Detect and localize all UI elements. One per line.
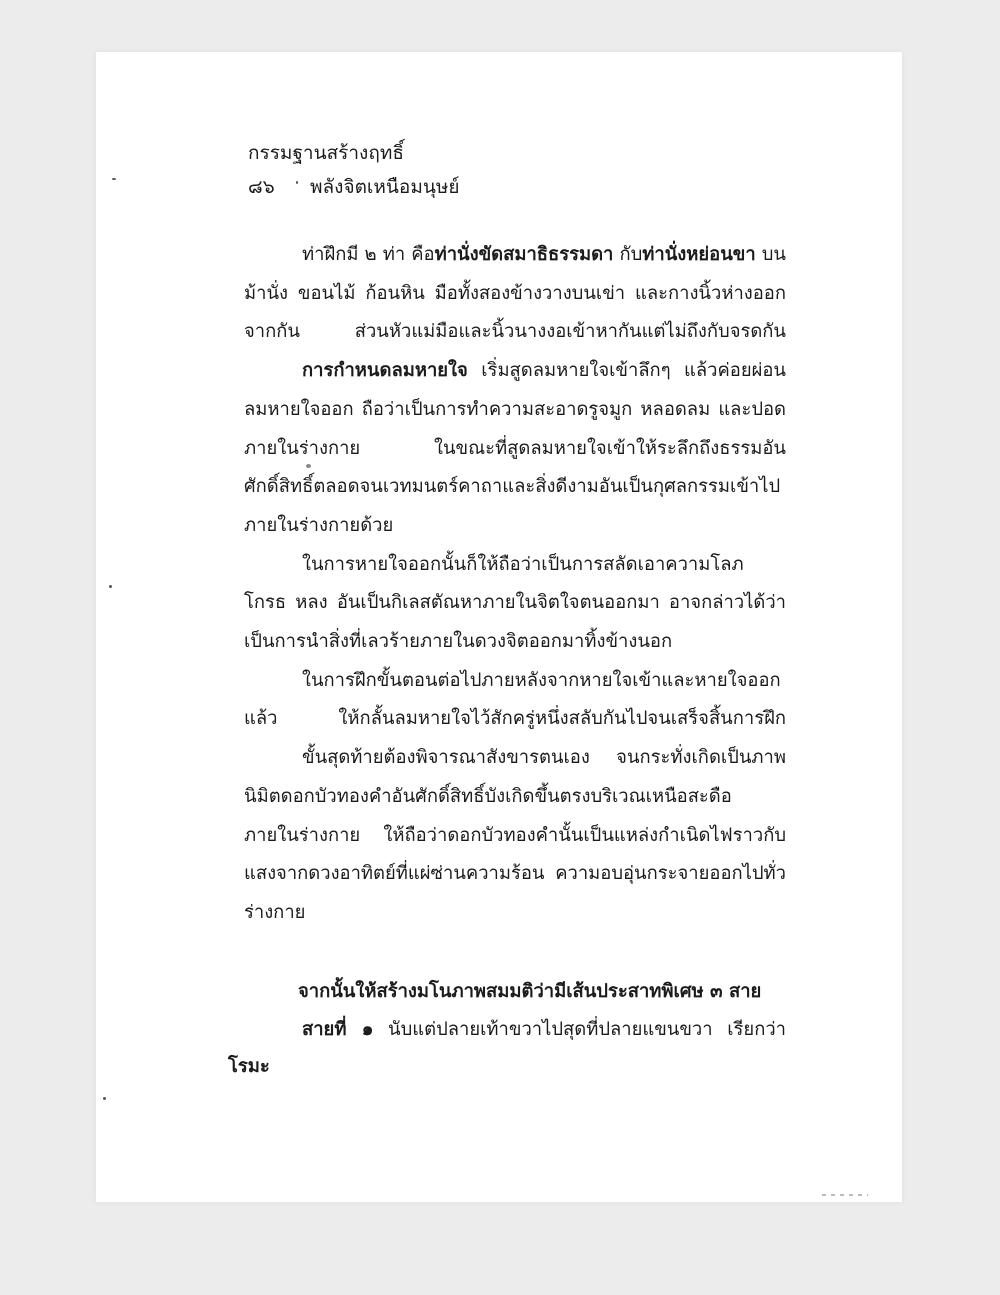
bold-term: ท่านั่งหย่อนขา bbox=[642, 244, 756, 265]
body-text bbox=[244, 236, 786, 1050]
paragraph-hold-breath: ในการฝึกขั้นตอนต่อไปภายหลังจากหายใจเข้าและหายใจออกแล้ว ให้กลั้นลมหายใจไว้สักครู่หนึ่งสลับกันไปจนเสร็จสิ้นการฝึก bbox=[244, 669, 786, 730]
paragraph-postures bbox=[244, 236, 786, 352]
scan-speck bbox=[306, 464, 311, 468]
running-header bbox=[248, 136, 460, 204]
paragraph-text: เริ่มสูดลมหายใจเข้าลึกๆ แล้วค่อยผ่อนลมหายใจออก ถือว่าเป็นการทำความสะอาดรูจมูก หลอดลม และปอดภายในร่างกาย ในขณะที่สูดลมหายใจเข้าให้ระลึกถึงธรรมอันศักดิ์สิทธิ์ตลอดจนเวทมนตร์คาถาและสิ่งดีงามอันเป็นกุศลกรรมเข้าไปภายในร่างกายด้วย bbox=[244, 360, 786, 536]
bold-term: การกำหนดลมหายใจ bbox=[302, 360, 468, 382]
scan-speck bbox=[109, 585, 112, 588]
page-number: ๘๖ bbox=[248, 176, 275, 198]
scan-speck bbox=[296, 181, 298, 184]
paragraph-text: กับ bbox=[613, 244, 643, 265]
paragraph-text: บนม้านั่ง ขอนไม้ ก้อนหิน มือทั้งสองข้างวางบนเข่า และกางนิ้วห่างออกจากกัน ส่วนหัวแม่มือและนิ้วนางงอเข้าหากันแต่ไม่ถึงกับจรดกัน bbox=[244, 244, 786, 343]
paragraph-final-step: ขั้นสุดท้ายต้องพิจารณาสังขารตนเอง จนกระทั่งเกิดเป็นภาพนิมิตดอกบัวทองคำอันศักดิ์สิทธิ์บังเกิดขึ้นตรงบริเวณเหนือสะดือภายในร่างกาย ให้ถือว่าดอกบัวทองคำนั้นเป็นแหล่งกำเนิดไฟราวกับแสงจากดวงอาทิตย์ที่แผ่ซ่านความร้อน ความอบอุ่นกระจายออกไปทั่วร่างกาย bbox=[244, 747, 786, 923]
paragraph-exhale: ในการหายใจออกนั้นก็ให้ถือว่าเป็นการสลัดเอาความโลภ โกรธ หลง อันเป็นกิเลสตัณหาภายในจิตใจตนออกมา อาจกล่าวได้ว่าเป็นการนำสิ่งที่เลวร้ายภายในดวงจิตออกมาทิ้งข้างนอก bbox=[244, 553, 786, 653]
scan-speck bbox=[103, 1097, 106, 1100]
paragraph-text: ท่าฝึกมี ๒ ท่า คือ bbox=[302, 244, 435, 265]
section-heading: จากนั้นให้สร้างมโนภาพสมมติว่ามีเส้นประสาทพิเศษ ๓ สาย bbox=[298, 980, 762, 1002]
bold-term: สายที่ ๑ bbox=[302, 1019, 374, 1041]
book-title: กรรมฐานสร้างฤทธิ์ bbox=[248, 142, 404, 164]
paragraph-text: นับแต่ปลายเท้าขวาไปสุดที่ปลายแขนขวา เรียกว่า bbox=[373, 1019, 787, 1041]
paragraph-breathing bbox=[244, 352, 786, 546]
paragraph-gap bbox=[244, 933, 786, 973]
paragraph-nerve-1 bbox=[244, 1011, 786, 1050]
scan-speck bbox=[112, 178, 116, 180]
bold-term: ท่านั่งขัดสมาธิธรรมดา bbox=[434, 244, 614, 265]
continued-term: โรมะ bbox=[228, 1056, 270, 1077]
chapter-title: พลังจิตเหนือมนุษย์ bbox=[310, 176, 460, 198]
page-header-line bbox=[248, 170, 460, 204]
scan-artifact bbox=[822, 1194, 868, 1196]
